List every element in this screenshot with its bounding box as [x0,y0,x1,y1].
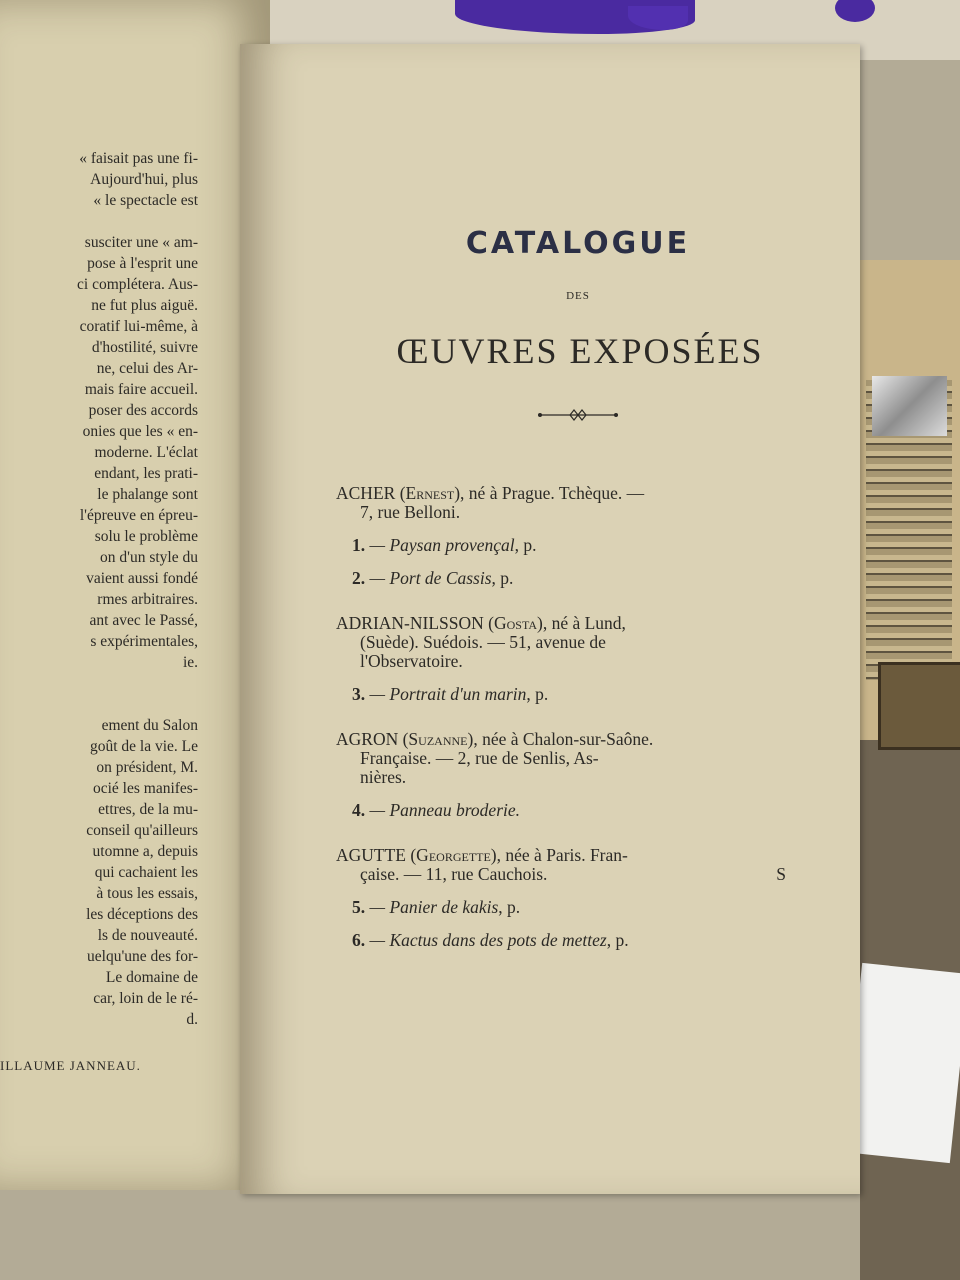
work-dash: — [365,568,390,588]
work-number: 5. [352,897,366,917]
left-page-line: car, loin de le ré- [93,990,198,1007]
work-number: 1. [352,535,366,555]
left-page-line: on d'un style du [100,549,198,566]
left-page-line: le phalange sont [97,486,198,503]
artist-address [336,749,786,768]
work-type: , p. [514,535,537,555]
work-number: 6. [352,930,366,950]
artist-firstname: (Gosta) [488,613,543,633]
work-item [352,931,786,950]
work-type: , p. [498,897,521,917]
left-page-line: moderne. L'éclat [94,444,198,461]
left-page-line: « faisait pas une fi- [79,150,198,167]
work-number: 2. [352,568,366,588]
left-page-line [77,211,198,232]
left-page-line: ement du Salon [101,717,198,734]
left-page-text [77,148,198,1030]
left-page-line: ettres, de la mu- [98,801,198,818]
artist-firstname: (Suzanne) [402,729,474,749]
white-card [842,963,960,1163]
catalogue-page [240,44,860,1194]
left-page-line: on président, M. [96,759,198,776]
left-page-signature: ILLAUME JANNEAU. [0,1058,141,1073]
work-title: Portrait d'un marin [389,684,527,704]
left-page-line: les déceptions des [86,906,198,923]
left-page-line [77,694,198,715]
ornament-rule [536,408,620,422]
artist-address-cont: nières. [360,767,407,787]
left-page-line: pose à l'esprit une [87,255,198,272]
artist-address [336,865,786,884]
page-title: ŒUVRES EXPOSÉES [396,331,764,371]
work-item [352,685,786,704]
left-page-line: conseil qu'ailleurs [86,822,198,839]
artist-name: AGUTTE [336,845,406,865]
artist-firstname: (Georgette) [410,845,497,865]
left-page-line: goût de la vie. Le [89,738,198,755]
left-page [0,0,270,1190]
decorative-seal [878,662,960,750]
margin-mark: S [776,864,786,884]
artist-name: AGRON [336,729,399,749]
artist-name: ADRIAN-NILSSON [336,613,484,633]
work-type: , p. [491,568,514,588]
artist-address-cont: l'Observatoire. [360,651,463,671]
left-page-line: qui cachaient les [94,864,198,881]
left-page-line: solu le problème [94,528,198,545]
work-title: Panier de kakis [389,897,499,917]
artist-address-text: (Suède). Suédois. — 51, avenue de [360,632,606,652]
left-page-line: « le spectacle est [93,192,198,209]
artist-entry [336,846,786,884]
left-page-line: coratif lui-même, à [79,318,198,335]
left-page-line: endant, les prati- [94,465,198,482]
work-number: 3. [352,684,366,704]
left-page-line: poser des accords [88,402,198,419]
artist-address [336,633,786,652]
left-page-line: ant avec le Passé, [89,612,198,629]
left-page-line: ne fut plus aiguë. [91,297,198,314]
work-title: Panneau broderie. [389,800,521,820]
work-item [352,569,786,588]
left-page-line: vaient aussi fondé [86,570,198,587]
artist-address [336,503,786,522]
artist-address-text: Française. — 2, rue de Senlis, As- [360,748,599,768]
left-page-line: à tous les essais, [96,885,198,902]
artist-name: ACHER [336,483,396,503]
left-page-line: uelqu'une des for- [87,948,198,965]
work-dash: — [365,535,390,555]
left-page-line: Le domaine de [105,969,198,986]
artist-details: , née à Paris. Fran- [496,845,628,865]
work-number: 4. [352,800,366,820]
artist-details: , née à Chalon-sur-Saône. [473,729,654,749]
left-page-line: susciter une « am- [84,234,198,251]
artist-entry [336,730,786,787]
work-dash: — [365,800,390,820]
left-page-line: utomne a, depuis [92,843,198,860]
work-item [352,801,786,820]
left-page-line: rmes arbitraires. [97,591,198,608]
artist-entry [336,484,786,522]
left-page-line: ls de nouveauté. [97,927,198,944]
left-page-line: Aujourd'hui, plus [90,171,198,188]
left-page-line: ocié les manifes- [92,780,198,797]
left-page-line: ne, celui des Ar- [96,360,198,377]
work-title: Paysan provençal [389,535,515,555]
work-item [352,898,786,917]
work-dash: — [365,930,390,950]
page-subheading: DES [566,290,590,302]
artist-details: , né à Prague. Tchèque. — [460,483,645,503]
left-page-line: ie. [182,654,198,671]
work-title: Kactus dans des pots de mettez [389,930,607,950]
left-page-line [77,673,198,694]
work-type: , p. [606,930,629,950]
work-dash: — [365,684,390,704]
artist-firstname: (Ernest) [399,483,461,503]
foil-sticker [872,376,947,436]
left-page-line: mais faire accueil. [84,381,198,398]
left-page-line: d'hostilité, suivre [91,339,198,356]
artist-details: , né à Lund, [542,613,626,633]
left-page-line: onies que les « en- [82,423,198,440]
work-type: , p. [526,684,549,704]
artist-entry [336,614,786,671]
left-page-line: l'épreuve en épreu- [79,507,198,524]
artist-address-text: çaise. — 11, rue Cauchois. [360,864,548,884]
catalogue-entries [336,484,786,976]
work-dash: — [365,897,390,917]
page-heading: CATALOGUE [465,226,691,261]
left-page-line: d. [186,1011,198,1028]
work-title: Port de Cassis [389,568,492,588]
left-page-line: s expérimentales, [90,633,198,650]
artist-address-text: 7, rue Belloni. [360,502,461,522]
left-page-line: ci complétera. Aus- [77,276,198,293]
work-item [352,536,786,555]
